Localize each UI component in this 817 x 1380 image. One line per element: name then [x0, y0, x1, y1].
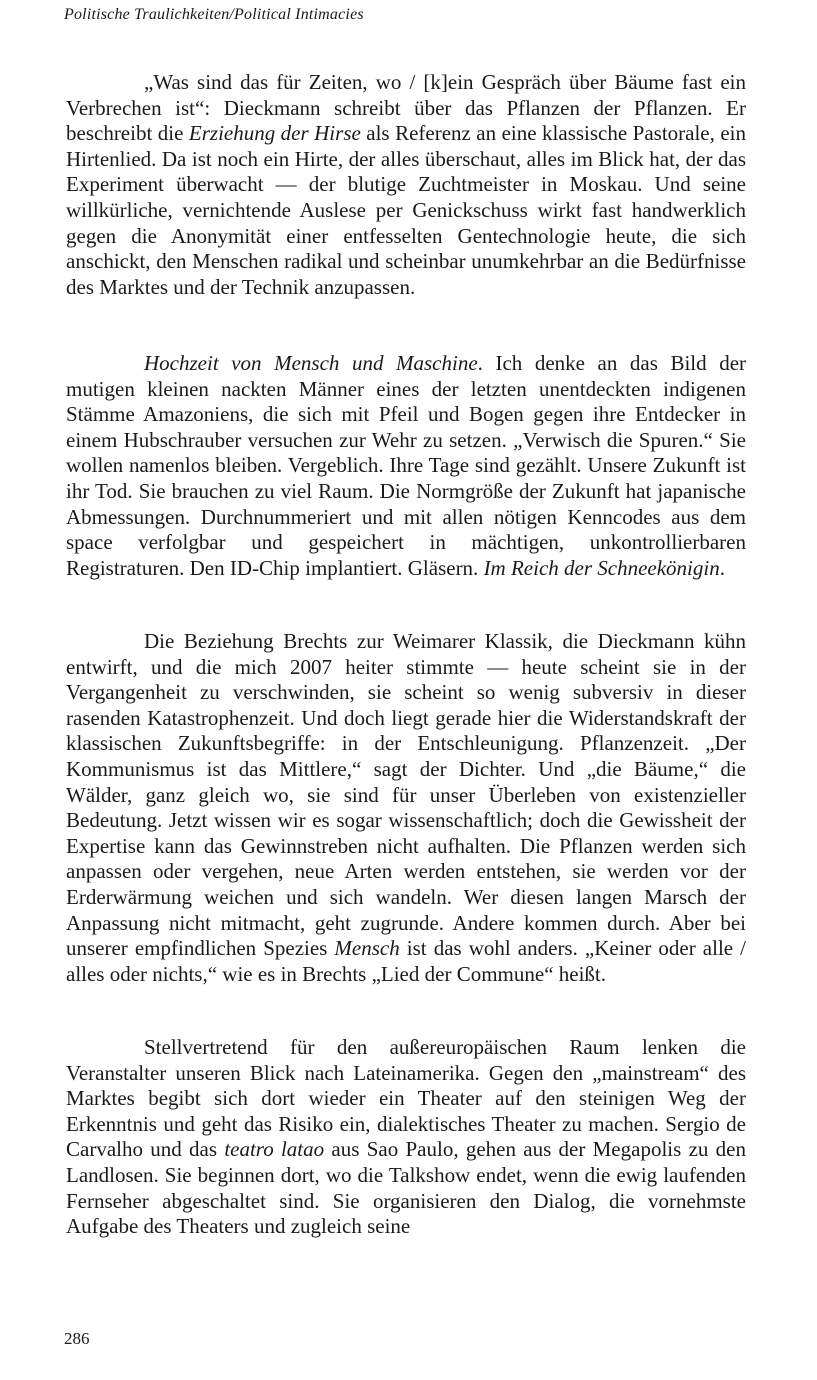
italic-segment: Im Reich der Schneekönigin	[483, 555, 720, 580]
paragraph-2	[66, 351, 746, 581]
italic-segment: Mensch	[334, 936, 400, 961]
paragraph-text	[66, 70, 746, 300]
text-segment: . Ich denke an das Bild der mutigen kleinen nackten Männer eines der letzten unentdeckten indigenen Stämme Amazoniens, die sich mit Pfeil und Bogen gegen ihre Entdecker in einem Hubschrauber versuchen zur Wehr zu setzen. „Verwisch die Spuren.“ Sie wollen namenlos bleiben. Vergeblich. Ihre Tage sind gezählt. Unsere Zukunft ist ihr Tod. Sie brauchen zu viel Raum. Die Normgröße der Zukunft hat japanische Abmessungen. Durchnummeriert und mit allen nötigen Kenncodes aus dem space verfolgbar und gespeichert in mächtigen, unkontrollierbaren Registraturen. Den ID-Chip implantiert. Gläsern.	[66, 351, 747, 580]
paragraph-text	[66, 629, 746, 987]
italic-segment: Hochzeit von Mensch und Maschine	[144, 351, 478, 375]
text-segment: ist das wohl anders. „Keiner oder alle / alles oder nichts,“ wie es in Brechts „Lied der Commune“ heißt.	[66, 936, 746, 986]
text-segment: aus Sao Paulo, gehen aus der Megapolis zu den Landlosen. Sie beginnen dort, wo die Talkshow endet, wenn die ewig laufenden Fernseher abgeschaltet sind. Sie organisieren den Dialog, die vornehmste Aufgabe des Theaters und zugleich seine	[66, 1137, 746, 1239]
text-segment: Stellvertretend für den außereuropäischen Raum lenken die Veranstalter unseren Blick nach Lateinamerika. Gegen den „mainstream“ des Marktes begibt sich dort wieder ein Theater auf den steinigen Weg der Erkenntnis und geht das Risiko ein, dialektisches Theater zu machen. Sergio de Carvalho und das	[66, 1035, 746, 1162]
paragraph-text	[66, 1035, 746, 1240]
text-segment: „Was sind das für Zeiten, wo / [k]ein Gespräch über Bäume fast ein Verbrechen ist“: Dieckmann schreibt über das Pflanzen der Pflanzen. Er beschreibt die	[66, 70, 746, 146]
paragraph-text	[66, 351, 746, 581]
paragraph-1	[66, 70, 746, 300]
running-head: Politische Traulichkeiten/Political Intimacies	[64, 6, 364, 23]
paragraph-3	[66, 629, 746, 987]
page-number: 286	[64, 1329, 90, 1348]
italic-segment: Erziehung der Hirse	[188, 121, 361, 146]
paragraph-4	[66, 1035, 746, 1240]
text-segment: Die Beziehung Brechts zur Weimarer Klassik, die Dieckmann kühn entwirft, und die mich 2007 heiter stimmte — heute scheint sie in der Vergangenheit zu verschwinden, sie scheint so wenig subversiv in dieser rasenden Katastrophenzeit. Und doch liegt gerade hier die Widerstandskraft der klassischen Zukunftsbegriffe: in der Entschleunigung. Pflanzenzeit. „Der Kommunismus ist das Mittlere,“ sagt der Dichter. Und „die Bäume,“ die Wälder, ganz gleich wo, sie sind für unser Überleben von existenzieller Bedeutung. Jetzt wissen wir es sogar wissenschaftlich; doch die Gewissheit der Expertise kann das Gewinnstreben nicht aufhalten. Die Pflanzen werden sich anpassen oder vergehen, neue Arten werden entstehen, sie werden vor der Erderwärmung weichen und sich wandeln. Wer diesen langen Marsch der Anpassung nicht mitmacht, geht zugrunde. Andere kommen durch. Aber bei unserer empfindlichen Spezies	[66, 629, 746, 961]
italic-segment: teatro latao	[224, 1137, 325, 1162]
text-segment: als Referenz an eine klassische Pastorale, ein Hirtenlied. Da ist noch ein Hirte, der alles überschaut, alles im Blick hat, der das Experiment überwacht — der blutige Zuchtmeister in Moskau. Und seine willkürliche, vernichtende Auslese per Genickschuss wirkt fast handwerklich gegen die Anonymität einer entfesselten Gentechnologie heute, die sich anschickt, den Menschen radikal und scheinbar unumkehrbar an die Bedürfnisse des Marktes und der Technik anzupassen.	[66, 121, 746, 299]
text-segment: .	[719, 555, 725, 580]
